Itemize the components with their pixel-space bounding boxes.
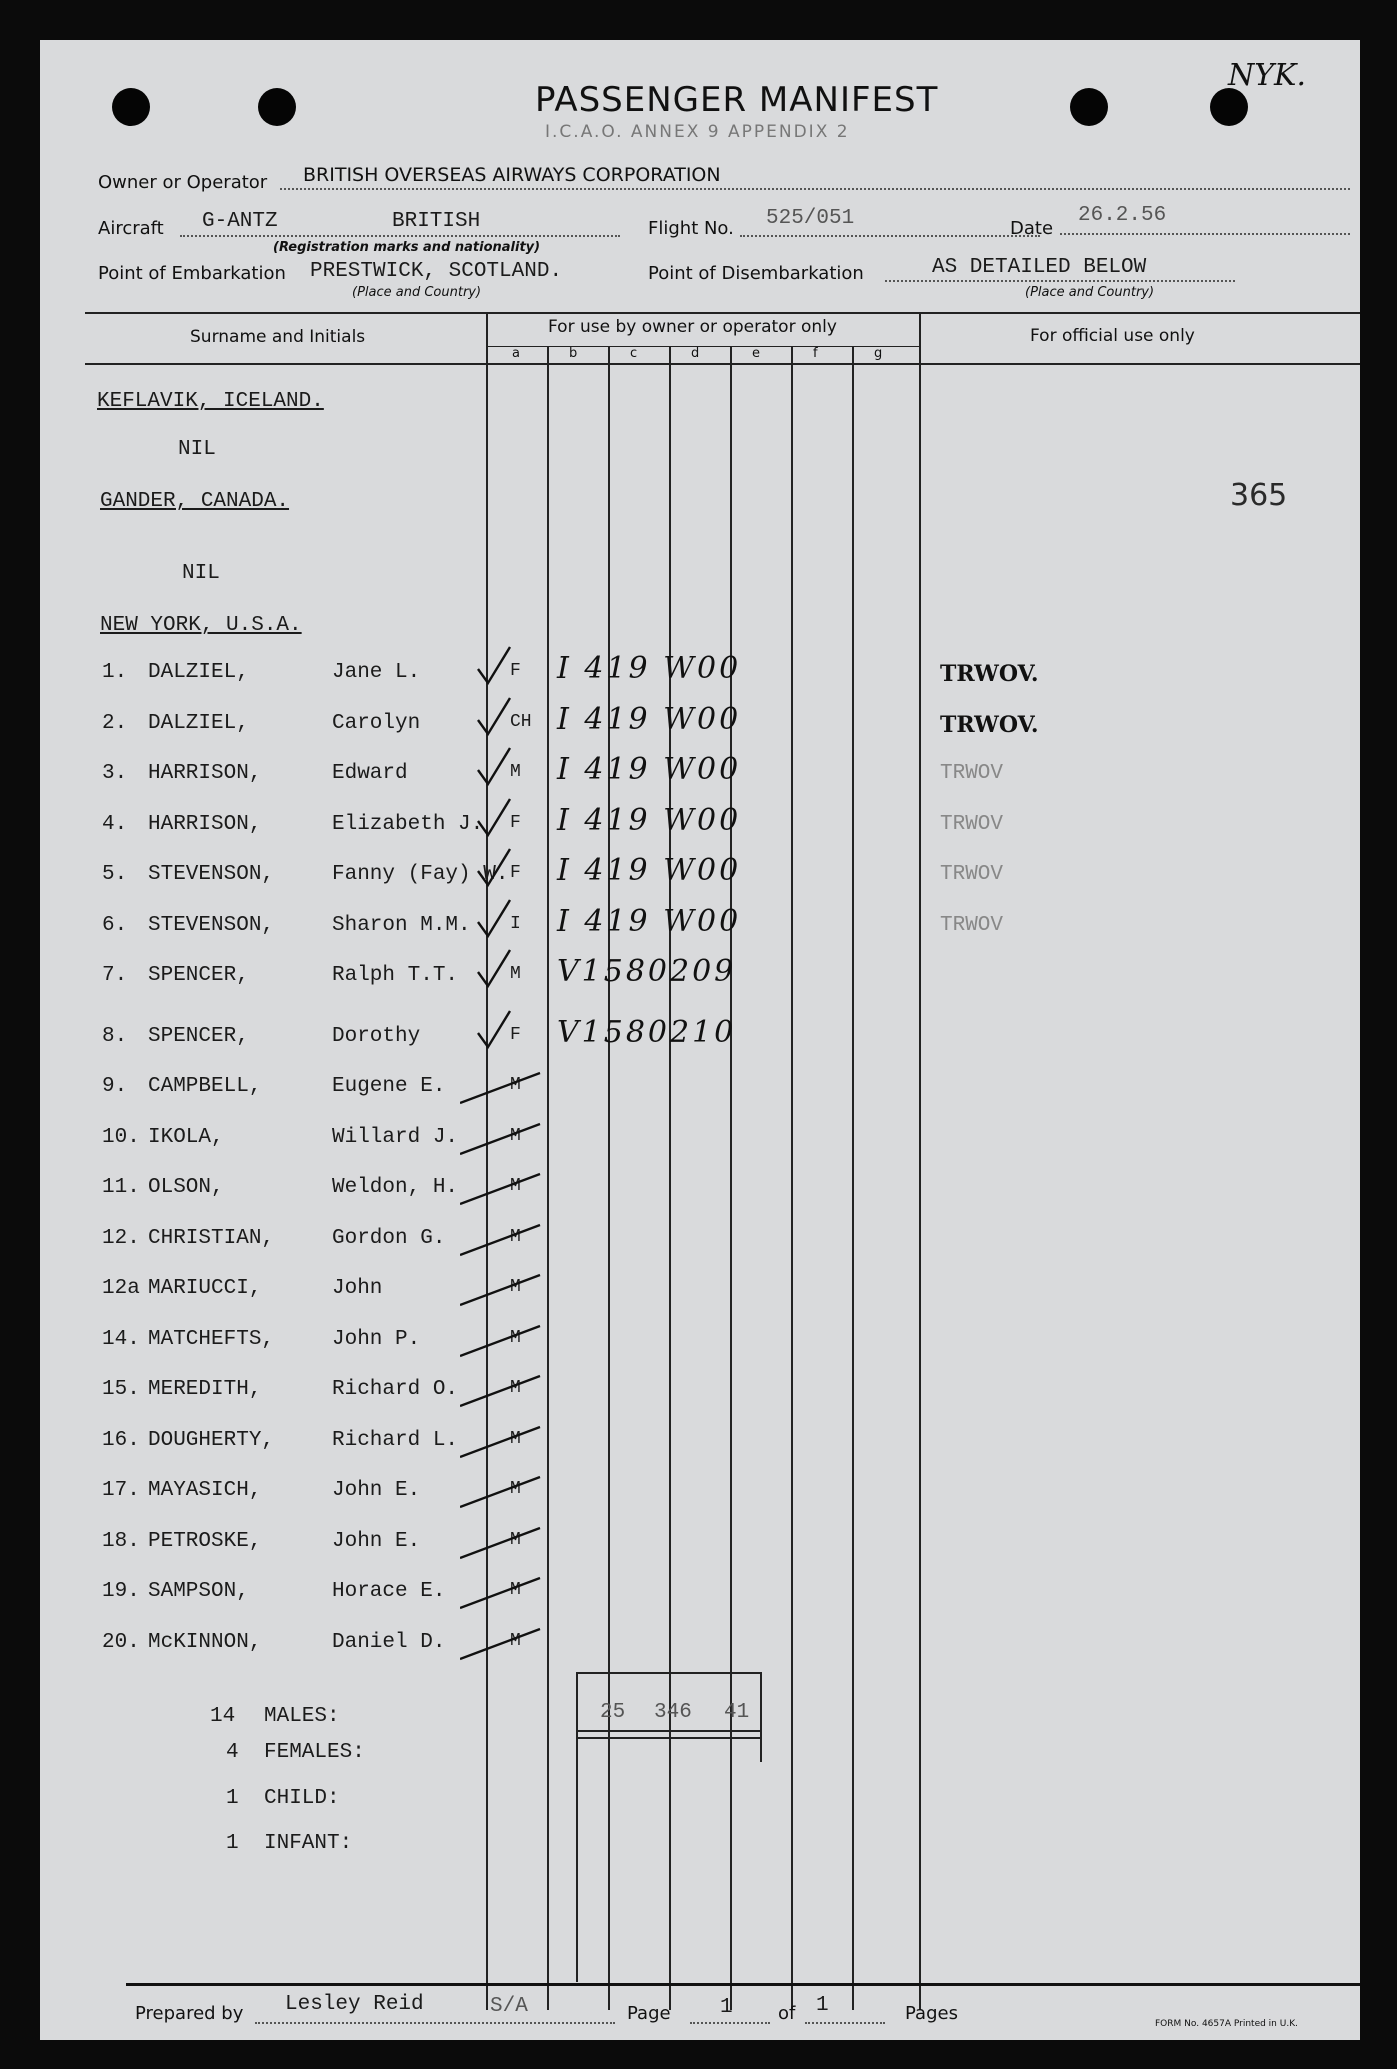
passenger-surname: SPENCER, bbox=[148, 964, 249, 987]
stop-gander: GANDER, CANADA. bbox=[100, 490, 290, 513]
passenger-given-name: Willard J. bbox=[332, 1126, 459, 1149]
punch-hole bbox=[112, 88, 150, 126]
of-label: of bbox=[778, 2003, 796, 2024]
passenger-sex: M bbox=[510, 762, 521, 782]
date-value: 26.2.56 bbox=[1078, 204, 1167, 227]
corner-note: NYK. bbox=[1228, 58, 1307, 93]
passenger-number: 10. bbox=[102, 1126, 140, 1149]
passenger-number: 6. bbox=[102, 914, 128, 937]
passenger-given-name: Richard O. bbox=[332, 1378, 459, 1401]
check-mark-icon bbox=[470, 944, 570, 1004]
owner-use-header: For use by owner or operator only bbox=[548, 317, 837, 337]
passenger-sex: M bbox=[510, 1328, 521, 1348]
embarkation-caption: (Place and Country) bbox=[352, 285, 482, 300]
passenger-official-mark: TRWOV bbox=[940, 863, 1004, 886]
passenger-surname: DALZIEL, bbox=[148, 661, 249, 684]
disembarkation-value: AS DETAILED BELOW bbox=[932, 256, 1147, 279]
passenger-official-mark: TRWOV bbox=[940, 813, 1004, 836]
passenger-surname: HARRISON, bbox=[148, 813, 262, 836]
passenger-ticket: I 419 W00 bbox=[557, 904, 742, 939]
page-title: PASSENGER MANIFEST bbox=[535, 80, 939, 120]
passenger-number: 12. bbox=[102, 1227, 140, 1250]
passenger-sex: M bbox=[510, 964, 521, 984]
flight-number: 525/051 bbox=[766, 207, 855, 230]
males-count: 14 bbox=[210, 1705, 236, 1728]
embarkation-value: PRESTWICK, SCOTLAND. bbox=[310, 260, 563, 283]
passenger-given-name: Sharon M.M. bbox=[332, 914, 471, 937]
prepared-by-value: Lesley Reid bbox=[285, 1993, 424, 2016]
disembarkation-caption: (Place and Country) bbox=[1025, 285, 1155, 300]
column-label-a: a bbox=[512, 346, 520, 361]
passenger-surname: SAMPSON, bbox=[148, 1580, 249, 1603]
females-count: 4 bbox=[226, 1741, 239, 1764]
passenger-given-name: Eugene E. bbox=[332, 1075, 446, 1098]
passenger-sex: M bbox=[510, 1631, 521, 1651]
owner-label: Owner or Operator bbox=[98, 172, 268, 193]
passenger-surname: CAMPBELL, bbox=[148, 1075, 262, 1098]
passenger-surname: PETROSKE, bbox=[148, 1530, 262, 1553]
passenger-given-name: John P. bbox=[332, 1328, 421, 1351]
passenger-given-name: John bbox=[332, 1277, 383, 1300]
passenger-surname: IKOLA, bbox=[148, 1126, 224, 1149]
passenger-given-name: John E. bbox=[332, 1479, 421, 1502]
passenger-number: 18. bbox=[102, 1530, 140, 1553]
total-value-c: 25 bbox=[600, 1701, 626, 1724]
passenger-number: 4. bbox=[102, 813, 128, 836]
prepared-by-suffix: S/A bbox=[490, 1995, 528, 2018]
stop-new-york: NEW YORK, U.S.A. bbox=[100, 614, 302, 637]
passenger-surname: MAYASICH, bbox=[148, 1479, 262, 1502]
embarkation-label: Point of Embarkation bbox=[98, 263, 286, 284]
passenger-surname: DALZIEL, bbox=[148, 712, 249, 735]
passenger-surname: HARRISON, bbox=[148, 762, 262, 785]
passenger-ticket: V1580210 bbox=[557, 1015, 737, 1050]
aircraft-registration: G-ANTZ bbox=[202, 210, 278, 233]
passenger-sex: M bbox=[510, 1580, 521, 1600]
passenger-sex: M bbox=[510, 1378, 521, 1398]
passenger-given-name: Ralph T.T. bbox=[332, 964, 459, 987]
punch-hole bbox=[1070, 88, 1108, 126]
passenger-surname: OLSON, bbox=[148, 1176, 224, 1199]
passenger-number: 7. bbox=[102, 964, 128, 987]
stop-keflavik: KEFLAVIK, ICELAND. bbox=[97, 390, 324, 413]
passenger-ticket: I 419 W00 bbox=[557, 803, 742, 838]
passenger-sex: F bbox=[510, 1025, 521, 1045]
passenger-given-name: Dorothy bbox=[332, 1025, 421, 1048]
total-value-d: 346 bbox=[654, 1701, 692, 1724]
passenger-number: 8. bbox=[102, 1025, 128, 1048]
passenger-sex: M bbox=[510, 1176, 521, 1196]
passenger-number: 17. bbox=[102, 1479, 140, 1502]
owner-value: BRITISH OVERSEAS AIRWAYS CORPORATION bbox=[303, 164, 721, 186]
passenger-given-name: Richard L. bbox=[332, 1429, 459, 1452]
surname-column-header: Surname and Initials bbox=[190, 327, 366, 347]
passenger-sex: M bbox=[510, 1530, 521, 1550]
passenger-official-mark: TRWOV. bbox=[940, 661, 1039, 687]
column-label-f: f bbox=[813, 346, 818, 361]
passenger-sex: F bbox=[510, 661, 521, 681]
passenger-surname: CHRISTIAN, bbox=[148, 1227, 275, 1250]
passenger-sex: M bbox=[510, 1277, 521, 1297]
passenger-number: 1. bbox=[102, 661, 128, 684]
child-count: 1 bbox=[226, 1787, 239, 1810]
passenger-given-name: John E. bbox=[332, 1530, 421, 1553]
males-label: MALES: bbox=[264, 1705, 340, 1728]
pages-label: Pages bbox=[905, 2003, 958, 2024]
passenger-number: 11. bbox=[102, 1176, 140, 1199]
passenger-surname: MARIUCCI, bbox=[148, 1277, 262, 1300]
of-value: 1 bbox=[816, 1994, 829, 2017]
passenger-given-name: Weldon, H. bbox=[332, 1176, 459, 1199]
passenger-sex: M bbox=[510, 1429, 521, 1449]
passenger-surname: STEVENSON, bbox=[148, 863, 275, 886]
passenger-given-name: Horace E. bbox=[332, 1580, 446, 1603]
punch-hole bbox=[258, 88, 296, 126]
prepared-by-label: Prepared by bbox=[135, 2003, 244, 2024]
passenger-number: 12a bbox=[102, 1277, 140, 1300]
passenger-sex: M bbox=[510, 1126, 521, 1146]
passenger-sex: M bbox=[510, 1075, 521, 1095]
passenger-number: 20. bbox=[102, 1631, 140, 1654]
passenger-sex: F bbox=[510, 813, 521, 833]
column-label-e: e bbox=[752, 346, 760, 361]
passenger-given-name: Carolyn bbox=[332, 712, 421, 735]
child-label: CHILD: bbox=[264, 1787, 340, 1810]
aircraft-nationality: BRITISH bbox=[392, 210, 481, 233]
passenger-sex: M bbox=[510, 1227, 521, 1247]
punch-hole bbox=[1210, 88, 1248, 126]
passenger-number: 16. bbox=[102, 1429, 140, 1452]
registration-caption: (Registration marks and nationality) bbox=[273, 240, 541, 255]
manifest-sheet bbox=[40, 40, 1360, 2040]
official-use-header: For official use only bbox=[1030, 326, 1195, 346]
date-label: Date bbox=[1010, 218, 1054, 239]
column-label-b: b bbox=[569, 346, 578, 361]
passenger-surname: McKINNON, bbox=[148, 1631, 262, 1654]
passenger-given-name: Fanny (Fay) W. bbox=[332, 863, 509, 886]
passenger-number: 9. bbox=[102, 1075, 128, 1098]
passenger-official-mark: TRWOV bbox=[940, 762, 1004, 785]
passenger-ticket: I 419 W00 bbox=[557, 853, 742, 888]
passenger-given-name: Daniel D. bbox=[332, 1631, 446, 1654]
passenger-given-name: Edward bbox=[332, 762, 408, 785]
passenger-given-name: Elizabeth J. bbox=[332, 813, 484, 836]
passenger-surname: STEVENSON, bbox=[148, 914, 275, 937]
passenger-given-name: Gordon G. bbox=[332, 1227, 446, 1250]
passenger-surname: DOUGHERTY, bbox=[148, 1429, 275, 1452]
passenger-number: 3. bbox=[102, 762, 128, 785]
passenger-number: 19. bbox=[102, 1580, 140, 1603]
column-label-c: c bbox=[630, 346, 638, 361]
page-value: 1 bbox=[720, 1996, 733, 2019]
page-label: Page bbox=[627, 2003, 671, 2024]
aircraft-label: Aircraft bbox=[98, 218, 164, 239]
flight-label: Flight No. bbox=[648, 218, 734, 239]
passenger-given-name: Jane L. bbox=[332, 661, 421, 684]
passenger-ticket: V1580209 bbox=[557, 954, 737, 989]
passenger-ticket: I 419 W00 bbox=[557, 752, 742, 787]
passenger-sex: I bbox=[510, 914, 521, 934]
passenger-number: 14. bbox=[102, 1328, 140, 1351]
females-label: FEMALES: bbox=[264, 1741, 365, 1764]
disembarkation-label: Point of Disembarkation bbox=[648, 263, 864, 284]
passenger-number: 5. bbox=[102, 863, 128, 886]
form-number: FORM No. 4657A Printed in U.K. bbox=[1155, 2019, 1298, 2029]
column-label-g: g bbox=[874, 346, 883, 361]
passenger-surname: SPENCER, bbox=[148, 1025, 249, 1048]
infant-count: 1 bbox=[226, 1832, 239, 1855]
passenger-ticket: I 419 W00 bbox=[557, 702, 742, 737]
passenger-surname: MATCHEFTS, bbox=[148, 1328, 275, 1351]
passenger-surname: MEREDITH, bbox=[148, 1378, 262, 1401]
stop-gander-note: NIL bbox=[182, 562, 220, 585]
passenger-sex: CH bbox=[510, 712, 532, 732]
passenger-official-mark: TRWOV. bbox=[940, 712, 1039, 738]
passenger-sex: F bbox=[510, 863, 521, 883]
passenger-official-mark: TRWOV bbox=[940, 914, 1004, 937]
passenger-number: 15. bbox=[102, 1378, 140, 1401]
total-value-e: 41 bbox=[724, 1701, 750, 1724]
check-mark-icon bbox=[460, 1611, 560, 1671]
stop-keflavik-note: NIL bbox=[178, 438, 216, 461]
passenger-number: 2. bbox=[102, 712, 128, 735]
column-label-d: d bbox=[691, 346, 700, 361]
stamp-number: 365 bbox=[1230, 478, 1288, 513]
passenger-ticket: I 419 W00 bbox=[557, 651, 742, 686]
page-subtitle: I.C.A.O. ANNEX 9 APPENDIX 2 bbox=[545, 122, 850, 142]
passenger-sex: M bbox=[510, 1479, 521, 1499]
infant-label: INFANT: bbox=[264, 1832, 353, 1855]
